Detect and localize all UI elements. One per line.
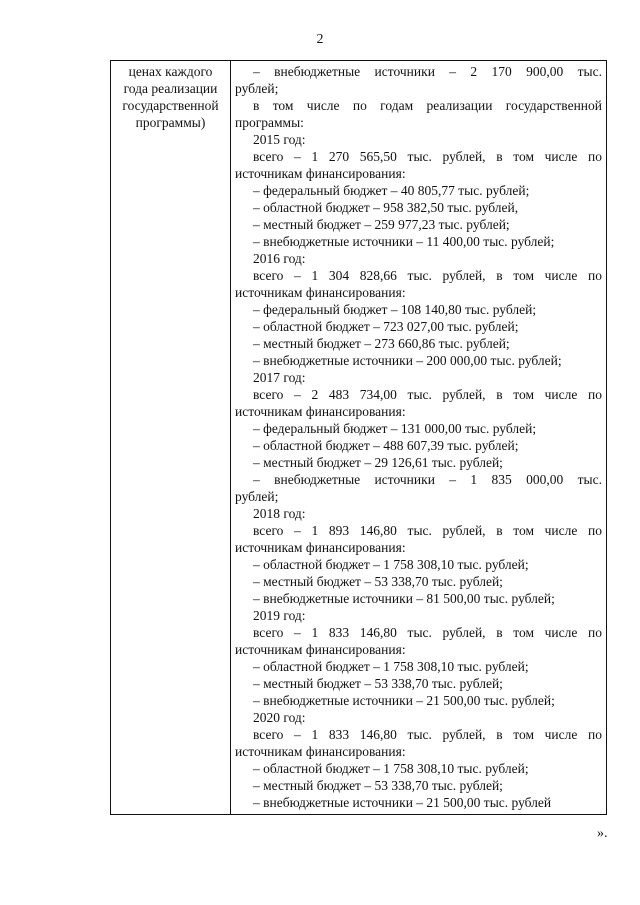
- funding-line: – федеральный бюджет – 40 805,77 тыс. рублей;: [253, 183, 530, 198]
- left-cell-line: года реализации: [123, 81, 218, 96]
- funding-line: 2017 год:: [253, 370, 306, 385]
- funding-line: – федеральный бюджет – 108 140,80 тыс. рублей;: [253, 302, 537, 317]
- funding-line: – местный бюджет – 53 338,70 тыс. рублей;: [253, 574, 503, 589]
- page-number: 2: [316, 32, 324, 47]
- funding-line: источникам финансирования:: [235, 744, 406, 759]
- funding-line: всего – 1 270 565,50 тыс. рублей, в том числе по: [253, 149, 602, 164]
- funding-line: – внебюджетные источники – 21 500,00 тыс. рублей;: [253, 693, 555, 708]
- funding-line: источникам финансирования:: [235, 540, 406, 555]
- funding-line: всего – 2 483 734,00 тыс. рублей, в том числе по: [253, 387, 602, 402]
- left-cell-line: государственной: [122, 98, 219, 113]
- funding-line: источникам финансирования:: [235, 642, 406, 657]
- funding-line: программы:: [235, 115, 304, 130]
- funding-line: 2018 год:: [253, 506, 306, 521]
- funding-line: – областной бюджет – 1 758 308,10 тыс. рублей;: [253, 557, 529, 572]
- funding-line: – внебюджетные источники – 81 500,00 тыс. рублей;: [253, 591, 555, 606]
- funding-line: – областной бюджет – 723 027,00 тыс. рублей;: [253, 319, 519, 334]
- funding-line: источникам финансирования:: [235, 166, 406, 181]
- funding-line: всего – 1 893 146,80 тыс. рублей, в том числе по: [253, 523, 602, 538]
- funding-line: 2019 год:: [253, 608, 306, 623]
- funding-line: – местный бюджет – 53 338,70 тыс. рублей;: [253, 778, 503, 793]
- program-funding-table: [110, 60, 607, 815]
- funding-line: – внебюджетные источники – 1 835 000,00 тыс.: [253, 472, 602, 487]
- funding-line: – местный бюджет – 29 126,61 тыс. рублей;: [253, 455, 503, 470]
- funding-line: источникам финансирования:: [235, 285, 406, 300]
- funding-line: – областной бюджет – 958 382,50 тыс. рублей,: [253, 200, 519, 215]
- funding-line: – областной бюджет – 488 607,39 тыс. рублей;: [253, 438, 519, 453]
- funding-line: – местный бюджет – 273 660,86 тыс. рублей;: [253, 336, 510, 351]
- funding-line: рублей;: [235, 489, 279, 504]
- funding-line: источникам финансирования:: [235, 404, 406, 419]
- funding-line: – внебюджетные источники – 200 000,00 тыс. рублей;: [253, 353, 562, 368]
- funding-line: всего – 1 304 828,66 тыс. рублей, в том числе по: [253, 268, 602, 283]
- left-cell: [111, 61, 231, 815]
- funding-line: всего – 1 833 146,80 тыс. рублей, в том числе по: [253, 727, 602, 742]
- closing-quote-mark: ».: [597, 826, 608, 841]
- funding-line: – внебюджетные источники – 11 400,00 тыс. рублей;: [253, 234, 555, 249]
- funding-line: – местный бюджет – 53 338,70 тыс. рублей;: [253, 676, 503, 691]
- funding-line: – местный бюджет – 259 977,23 тыс. рублей;: [253, 217, 510, 232]
- funding-line: 2020 год:: [253, 710, 306, 725]
- funding-line: – областной бюджет – 1 758 308,10 тыс. рублей;: [253, 659, 529, 674]
- funding-line: всего – 1 833 146,80 тыс. рублей, в том числе по: [253, 625, 602, 640]
- funding-line: 2016 год:: [253, 251, 306, 266]
- left-cell-line: ценах каждого: [128, 64, 213, 79]
- table-row: [111, 61, 607, 815]
- funding-line: – областной бюджет – 1 758 308,10 тыс. рублей;: [253, 761, 529, 776]
- left-cell-line: программы): [135, 115, 206, 130]
- funding-line: 2015 год:: [253, 132, 306, 147]
- funding-line: – федеральный бюджет – 131 000,00 тыс. рублей;: [253, 421, 537, 436]
- funding-details-cell: [231, 61, 607, 815]
- funding-line: – внебюджетные источники – 21 500,00 тыс. рублей: [253, 795, 552, 810]
- funding-line: рублей;: [235, 81, 279, 96]
- funding-line: – внебюджетные источники – 2 170 900,00 тыс.: [253, 64, 602, 79]
- funding-line: в том числе по годам реализации государственной: [253, 98, 602, 113]
